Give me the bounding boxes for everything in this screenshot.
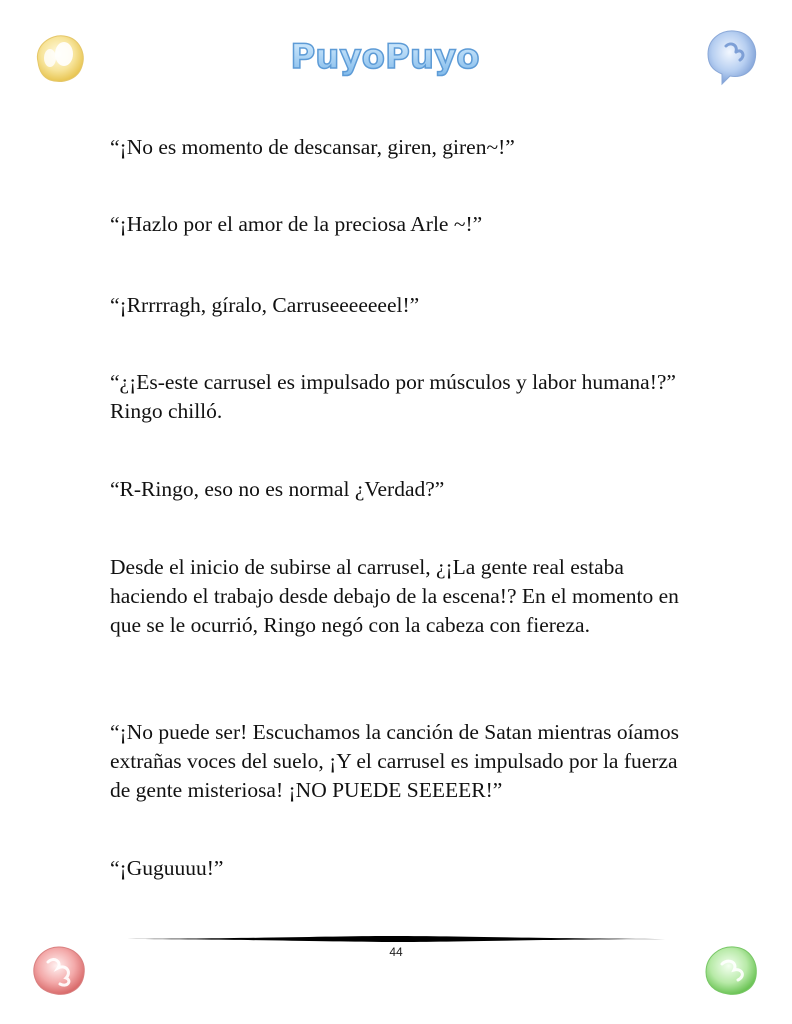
paragraph: Desde el inicio de subirse al carrusel, ¿¡La gente real estaba haciendo el trabajo desde debajo de la escena!? En el momento en que se le ocurrió, Ringo negó con la cabeza con fiereza.: [110, 555, 679, 637]
footer-divider: [116, 934, 676, 944]
paragraph: “¿¡Es-este carrusel es impulsado por músculos y labor humana!?” Ringo chilló.: [110, 370, 676, 423]
yellow-puyo-icon: [28, 28, 90, 90]
green-puyo-icon: [700, 940, 762, 1002]
paragraph: “¡Guguuuu!”: [110, 856, 224, 880]
paragraph: “¡No puede ser! Escuchamos la canción de Satan mientras oíamos extrañas voces del suelo, ¡Y el carrusel es impulsado por la fuerza de gente misteriosa! ¡NO PUEDE SEEEER!”: [110, 720, 679, 802]
paragraph: “R-Ringo, eso no es normal ¿Verdad?”: [110, 477, 445, 501]
page-number: 44: [389, 945, 403, 959]
paragraph: “¡Rrrrragh, gíralo, Carruseeeeeeel!”: [110, 293, 420, 317]
logo-text: PuyoPuyo: [290, 37, 480, 77]
red-puyo-icon: [28, 940, 90, 1002]
paragraph: “¡Hazlo por el amor de la preciosa Arle ~!”: [110, 212, 483, 236]
paragraph: “¡No es momento de descansar, giren, giren~!”: [110, 135, 515, 159]
puyopuyo-logo: [290, 30, 480, 82]
blue-puyo-icon: [700, 26, 762, 88]
